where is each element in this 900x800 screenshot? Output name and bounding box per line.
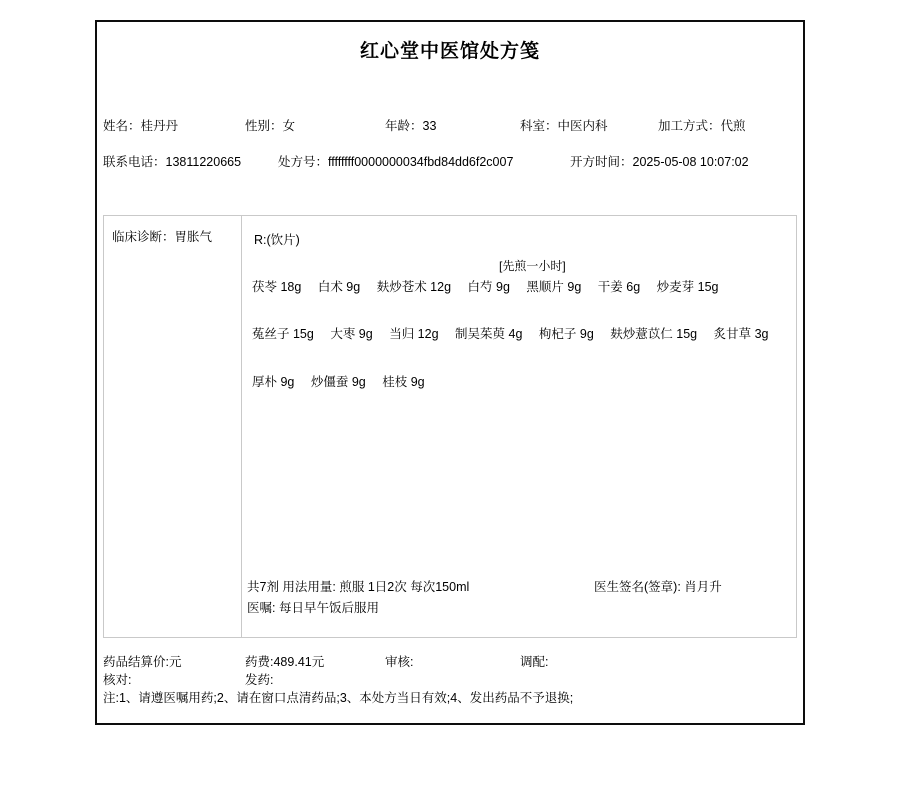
settle-price-value: 元 — [168, 655, 182, 669]
check-label: 核对: — [103, 673, 132, 687]
patient-age-value: 33 — [422, 119, 437, 133]
herb-item: 制吴茱萸 4g — [455, 327, 523, 341]
settle-price-field — [103, 652, 182, 670]
patient-name-field — [103, 116, 178, 134]
patient-age-label: 年龄： — [385, 119, 423, 133]
drug-fee-field — [245, 652, 324, 670]
doctor-signature-label: 医生签名(签章): — [594, 580, 685, 594]
dispense-label: 调配: — [520, 655, 549, 669]
herb-item: 炒麦芽 15g — [656, 280, 719, 294]
issue-field — [245, 670, 273, 688]
prescription-time-field — [570, 152, 749, 170]
herb-item: 麸炒薏苡仁 15g — [610, 327, 698, 341]
issue-label: 发药: — [245, 673, 274, 687]
clinical-diagnosis-value: 胃胀气 — [174, 230, 213, 244]
doctor-signature-value: 肖月升 — [684, 580, 722, 594]
footer-note: 注:1、请遵医嘱用药;2、请在窗口点清药品;3、本处方当日有效;4、发出药品不予退换; — [103, 691, 574, 705]
doctor-signature-field — [594, 577, 722, 595]
herb-item: 桂枝 9g — [382, 375, 425, 389]
herb-item: 炒僵蚕 9g — [310, 375, 366, 389]
patient-gender-field — [245, 116, 295, 134]
page-title: 红心堂中医馆处方笺 — [359, 41, 540, 62]
herb-item: 炙甘草 3g — [713, 327, 769, 341]
clinical-diagnosis-label: 临床诊断： — [112, 230, 175, 244]
herb-item: 大枣 9g — [330, 327, 373, 341]
patient-gender-label: 性别： — [245, 119, 283, 133]
prescription-time-label: 开方时间： — [570, 155, 633, 169]
prescription-number-label: 处方号： — [278, 155, 329, 169]
contact-phone-label: 联系电话： — [103, 155, 166, 169]
prescription-number-value: ffffffff0000000034fbd84dd6f2c007 — [328, 155, 514, 169]
herb-item: 麸炒苍术 12g — [376, 280, 452, 294]
department-value: 中医内科 — [557, 119, 608, 133]
rx-header: R:(饮片) — [254, 233, 300, 247]
herb-item: 菟丝子 15g — [252, 327, 314, 341]
department-label: 科室： — [520, 119, 558, 133]
review-label: 审核: — [385, 655, 414, 669]
prescription-number-field — [278, 152, 513, 170]
pre-decoction-note: [先煎一小时] — [499, 259, 566, 273]
herb-line-1 — [252, 277, 732, 295]
processing-method-value: 代煎 — [720, 119, 746, 133]
herb-line-3 — [252, 372, 438, 390]
prescription-sheet — [95, 20, 805, 725]
department-field — [520, 116, 608, 134]
herb-item: 厚朴 9g — [252, 375, 295, 389]
review-field — [385, 652, 413, 670]
herb-item: 白术 9g — [317, 280, 361, 294]
rx-panel — [243, 216, 796, 637]
rx-box — [103, 215, 797, 638]
contact-phone-field — [103, 152, 241, 170]
drug-fee-label: 药费: — [245, 655, 274, 669]
herb-item: 白芍 9g — [467, 280, 510, 294]
patient-age-field — [385, 116, 436, 134]
herb-item: 当归 12g — [389, 327, 439, 341]
clinical-diagnosis-field — [112, 227, 212, 245]
herb-item: 干姜 6g — [597, 280, 641, 294]
herb-item: 黑顺片 9g — [526, 280, 582, 294]
doctor-advice-field: 医嘱: 每日早午饭后服用 — [247, 601, 379, 615]
herb-item: 枸杞子 9g — [538, 327, 594, 341]
diagnosis-panel — [104, 216, 242, 637]
drug-fee-value: 489.41元 — [273, 655, 325, 669]
processing-method-label: 加工方式： — [658, 119, 721, 133]
contact-phone-value: 13811220665 — [165, 155, 242, 169]
dispense-field — [520, 652, 548, 670]
check-field — [103, 670, 131, 688]
settle-price-label: 药品结算价: — [103, 655, 169, 669]
usage-field: 共7剂 用法用量: 煎服 1日2次 每次150ml — [247, 580, 470, 594]
herb-item: 茯苓 18g — [252, 280, 302, 294]
patient-name-label: 姓名： — [103, 119, 141, 133]
herb-line-2 — [252, 324, 782, 342]
prescription-time-value: 2025-05-08 10:07:02 — [632, 155, 749, 169]
patient-gender-value: 女 — [282, 119, 296, 133]
processing-method-field — [658, 116, 746, 134]
patient-name-value: 桂丹丹 — [140, 119, 179, 133]
